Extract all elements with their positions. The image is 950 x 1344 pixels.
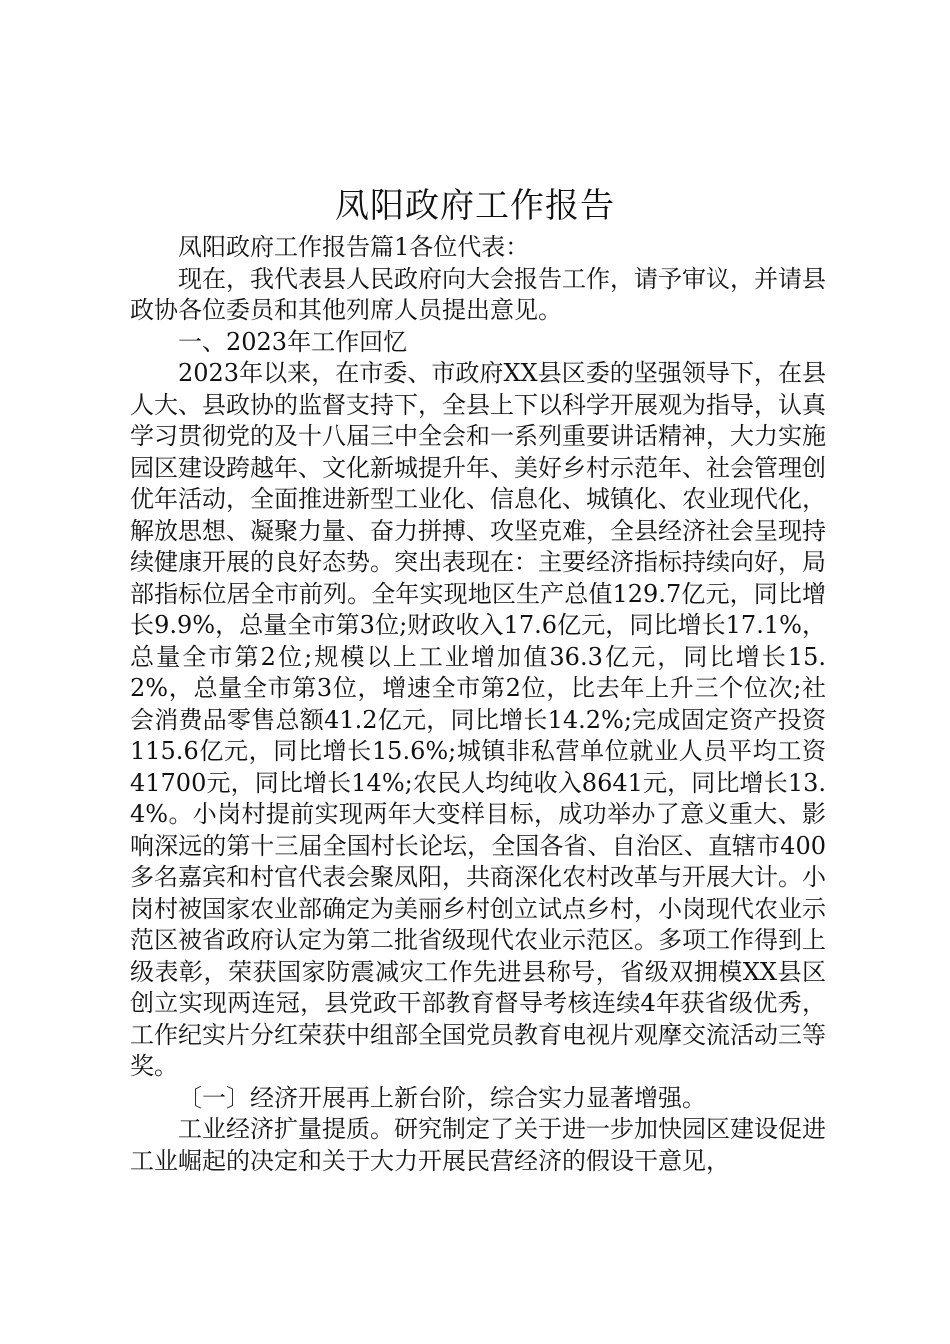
paragraph-intro: 现在，我代表县人民政府向大会报告工作，请予审议，并请县政协各位委员和其他列席人员提出意见。 [130, 264, 826, 324]
document-body [130, 232, 826, 1177]
section-heading: 一、2023年工作回忆 [178, 327, 408, 356]
paragraph-review: 2023年以来，在市委、市政府XX县区委的坚强领导下，在县人大、县政协的监督支持下，全县上下以科学开展观为指导，认真学习贯彻党的及十八届三中全会和一系列重要讲话精神，大力实施园区建设跨越年、文化新城提升年、美好乡村示范年、社会管理创优年活动，全面推进新型工业化、信息化、城镇化、农业现代化，解放思想、凝聚力量、奋力拼搏、攻坚克难，全县经济社会呈现持续健康开展的良好态势。突出表现在：主要经济指标持续向好，局部指标位居全市前列。全年实现地区生产总值129.7亿元，同比增长9.9%，总量全市第3位;财政收入17.6亿元，同比增长17.1%，总量全市第2位;规模以上工业增加值36.3亿元，同比增长15.2%，总量全市第3位，增速全市第2位，比去年上升三个位次;社会消费品零售总额41.2亿元，同比增长14.2%;完成固定资产投资115.6亿元，同比增长15.6%;城镇非私营单位就业人员平均工资41700元，同比增长14%;农民人均纯收入8641元，同比增长13.4%。小岗村提前实现两年大变样目标，成功举办了意义重大、影响深远的第十三届全国村长论坛，全国各省、自治区、直辖市400多名嘉宾和村官代表会聚凤阳，共商深化农村改革与开展大计。小岗村被国家农业部确定为美丽乡村创立试点乡村，小岗现代农业示范区被省政府认定为第二批省级现代农业示范区。多项工作得到上级表彰，荣获国家防震减灾工作先进县称号，省级双拥模XX县区创立实现两连冠，县党政干部教育督导考核连续4年获省级优秀，工作纪实片分红荣获中组部全国党员教育电视片观摩交流活动三等奖。 [130, 359, 826, 1080]
subsection-heading: 〔一〕经济开展再上新台阶，综合实力显著增强。 [178, 1083, 706, 1112]
document-title: 凤阳政府工作报告 [335, 186, 615, 226]
paragraph-greeting: 凤阳政府工作报告篇1各位代表： [178, 233, 530, 261]
paragraph-industry: 工业经济扩量提质。研究制定了关于进一步加快园区建设促进工业崛起的决定和关于大力开展民营经济的假设干意见， [130, 1115, 826, 1175]
